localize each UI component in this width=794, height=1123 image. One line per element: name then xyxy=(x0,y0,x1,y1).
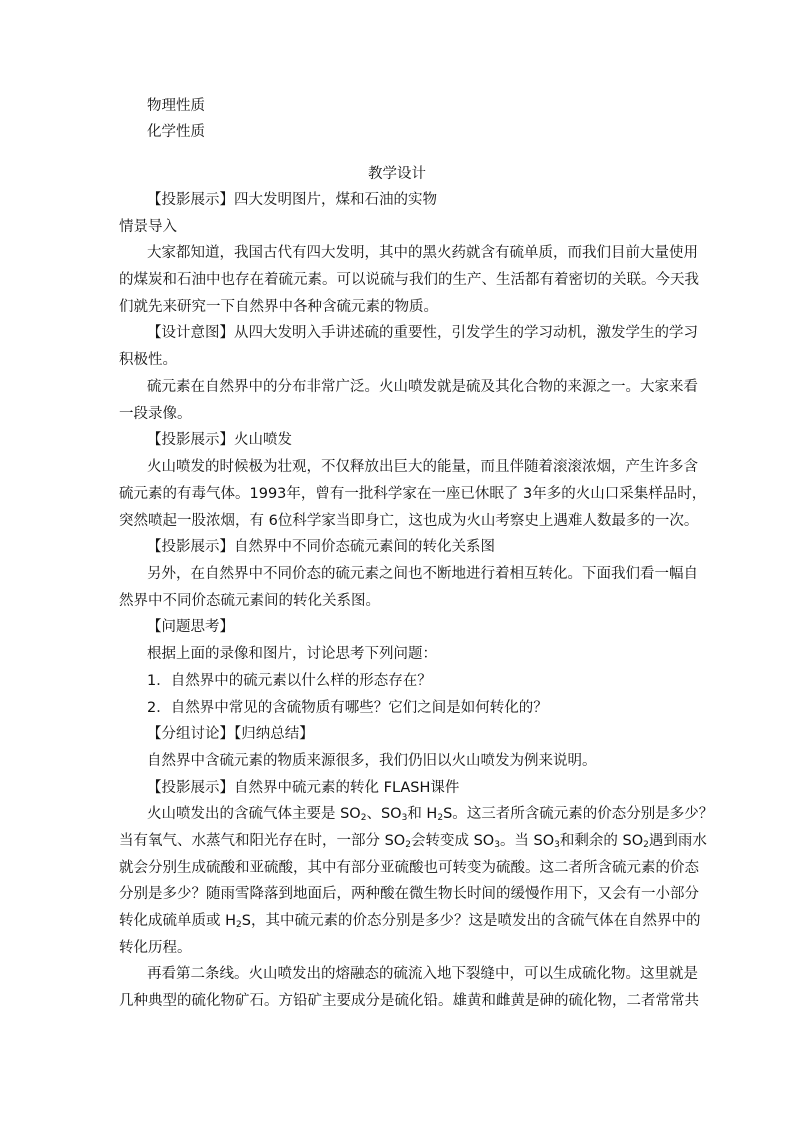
paragraph-gases: 火山喷发出的含硫气体主要是 $SO_2$、$SO_3$和 $H_2S$。这三者所含硫元素的价态分别是多少？ xyxy=(147,806,714,823)
paragraph-question-heading: 【问题思考】 xyxy=(147,619,234,635)
paragraph-gases: 分别是多少？随雨雪降落到地面后，两种酸在微生物长时间的缓慢作用下，又会有一小部分 xyxy=(119,886,699,902)
paragraph-discussion-heading: 【分组讨论】【归纳总结】 xyxy=(147,726,314,742)
question-item-1: 1．自然界中的硫元素以什么样的形态存在？ xyxy=(147,673,432,689)
paragraph-projection-volcano: 【投影展示】火山喷发 xyxy=(147,432,292,448)
paragraph-volcano: 硫元素的有毒气体。1993年，曾有一批科学家在一座已休眠了 3年多的火山口采集样品时， xyxy=(119,486,707,502)
paragraph-distribution: 硫元素在自然界中的分布非常广泛。火山喷发就是硫及其化合物的来源之一。大家来看 xyxy=(147,379,698,395)
paragraph-distribution: 一段录像。 xyxy=(119,406,192,422)
paragraph-volcano: 突然喷起一股浓烟，有 6位科学家当即身亡，这也成为火山考察史上遇难人数最多的一次。 xyxy=(119,513,699,529)
paragraph-intro-line: 大家都知道，我国古代有四大发明，其中的黑火药就含有硫单质，而我们目前大量使用 xyxy=(147,245,698,261)
paragraph-volcano: 火山喷发的时候极为壮观，不仅释放出巨大的能量，而且伴随着滚滚浓烟，产生许多含 xyxy=(147,459,698,475)
question-item-2: 2．自然界中常见的含硫物质有哪些？它们之间是如何转化的？ xyxy=(147,700,548,716)
paragraph-intro-line: 们就先来研究一下自然界中各种含硫元素的物质。 xyxy=(119,299,438,315)
paragraph-design-intent: 积极性。 xyxy=(119,352,177,368)
paragraph-gases: 转化成硫单质或 $H_2S$，其中硫元素的价态分别是多少？这是喷发出的含硫气体在自然界中的 xyxy=(119,913,701,930)
paragraph-conversion: 然界中不同价态硫元素间的转化关系图。 xyxy=(119,593,380,609)
paragraph-intro-heading: 情景导入 xyxy=(119,219,177,235)
paragraph-projection-diagram: 【投影展示】自然界中不同价态硫元素间的转化关系图 xyxy=(147,539,495,555)
paragraph-discussion: 自然界中含硫元素的物质来源很多，我们仍旧以火山喷发为例来说明。 xyxy=(147,753,597,769)
outline-item-physical: 物理性质 xyxy=(147,98,205,114)
paragraph-second-line: 几种典型的硫化物矿石。方铅矿主要成分是硫化铅。雄黄和雌黄是砷的硫化物，二者常常共 xyxy=(119,993,699,1009)
paragraph-design-intent: 【设计意图】从四大发明入手讲述硫的重要性，引发学生的学习动机，激发学生的学习 xyxy=(147,325,698,341)
paragraph-gases: 就会分别生成硫酸和亚硫酸，其中有部分亚硫酸也可转变为硫酸。这二者所含硫元素的价态 xyxy=(119,860,699,876)
paragraph-gases: 转化历程。 xyxy=(119,940,192,956)
paragraph-second-line: 再看第二条线。火山喷发出的熔融态的硫流入地下裂缝中，可以生成硫化物。这里就是 xyxy=(147,966,698,982)
paragraph-intro-line: 的煤炭和石油中也存在着硫元素。可以说硫与我们的生产、生活都有着密切的关联。今天我 xyxy=(119,272,699,288)
paragraph-gases: 当有氧气、水蒸气和阳光存在时，一部分 $SO_2$会转变成 $SO_3$。当 $SO_3$和剩余的 $SO_2$遇到雨水 xyxy=(119,833,707,850)
section-title: 教学设计 xyxy=(368,166,426,182)
paragraph-projection-flash: 【投影展示】自然界中硫元素的转化 FLASH课件 xyxy=(147,780,460,796)
paragraph-projection-1: 【投影展示】四大发明图片，煤和石油的实物 xyxy=(147,192,437,208)
outline-item-chemical: 化学性质 xyxy=(147,124,205,140)
paragraph-question-intro: 根据上面的录像和图片，讨论思考下列问题： xyxy=(147,646,437,662)
paragraph-conversion: 另外，在自然界中不同价态的硫元素之间也不断地进行着相互转化。下面我们看一幅自 xyxy=(147,566,698,582)
